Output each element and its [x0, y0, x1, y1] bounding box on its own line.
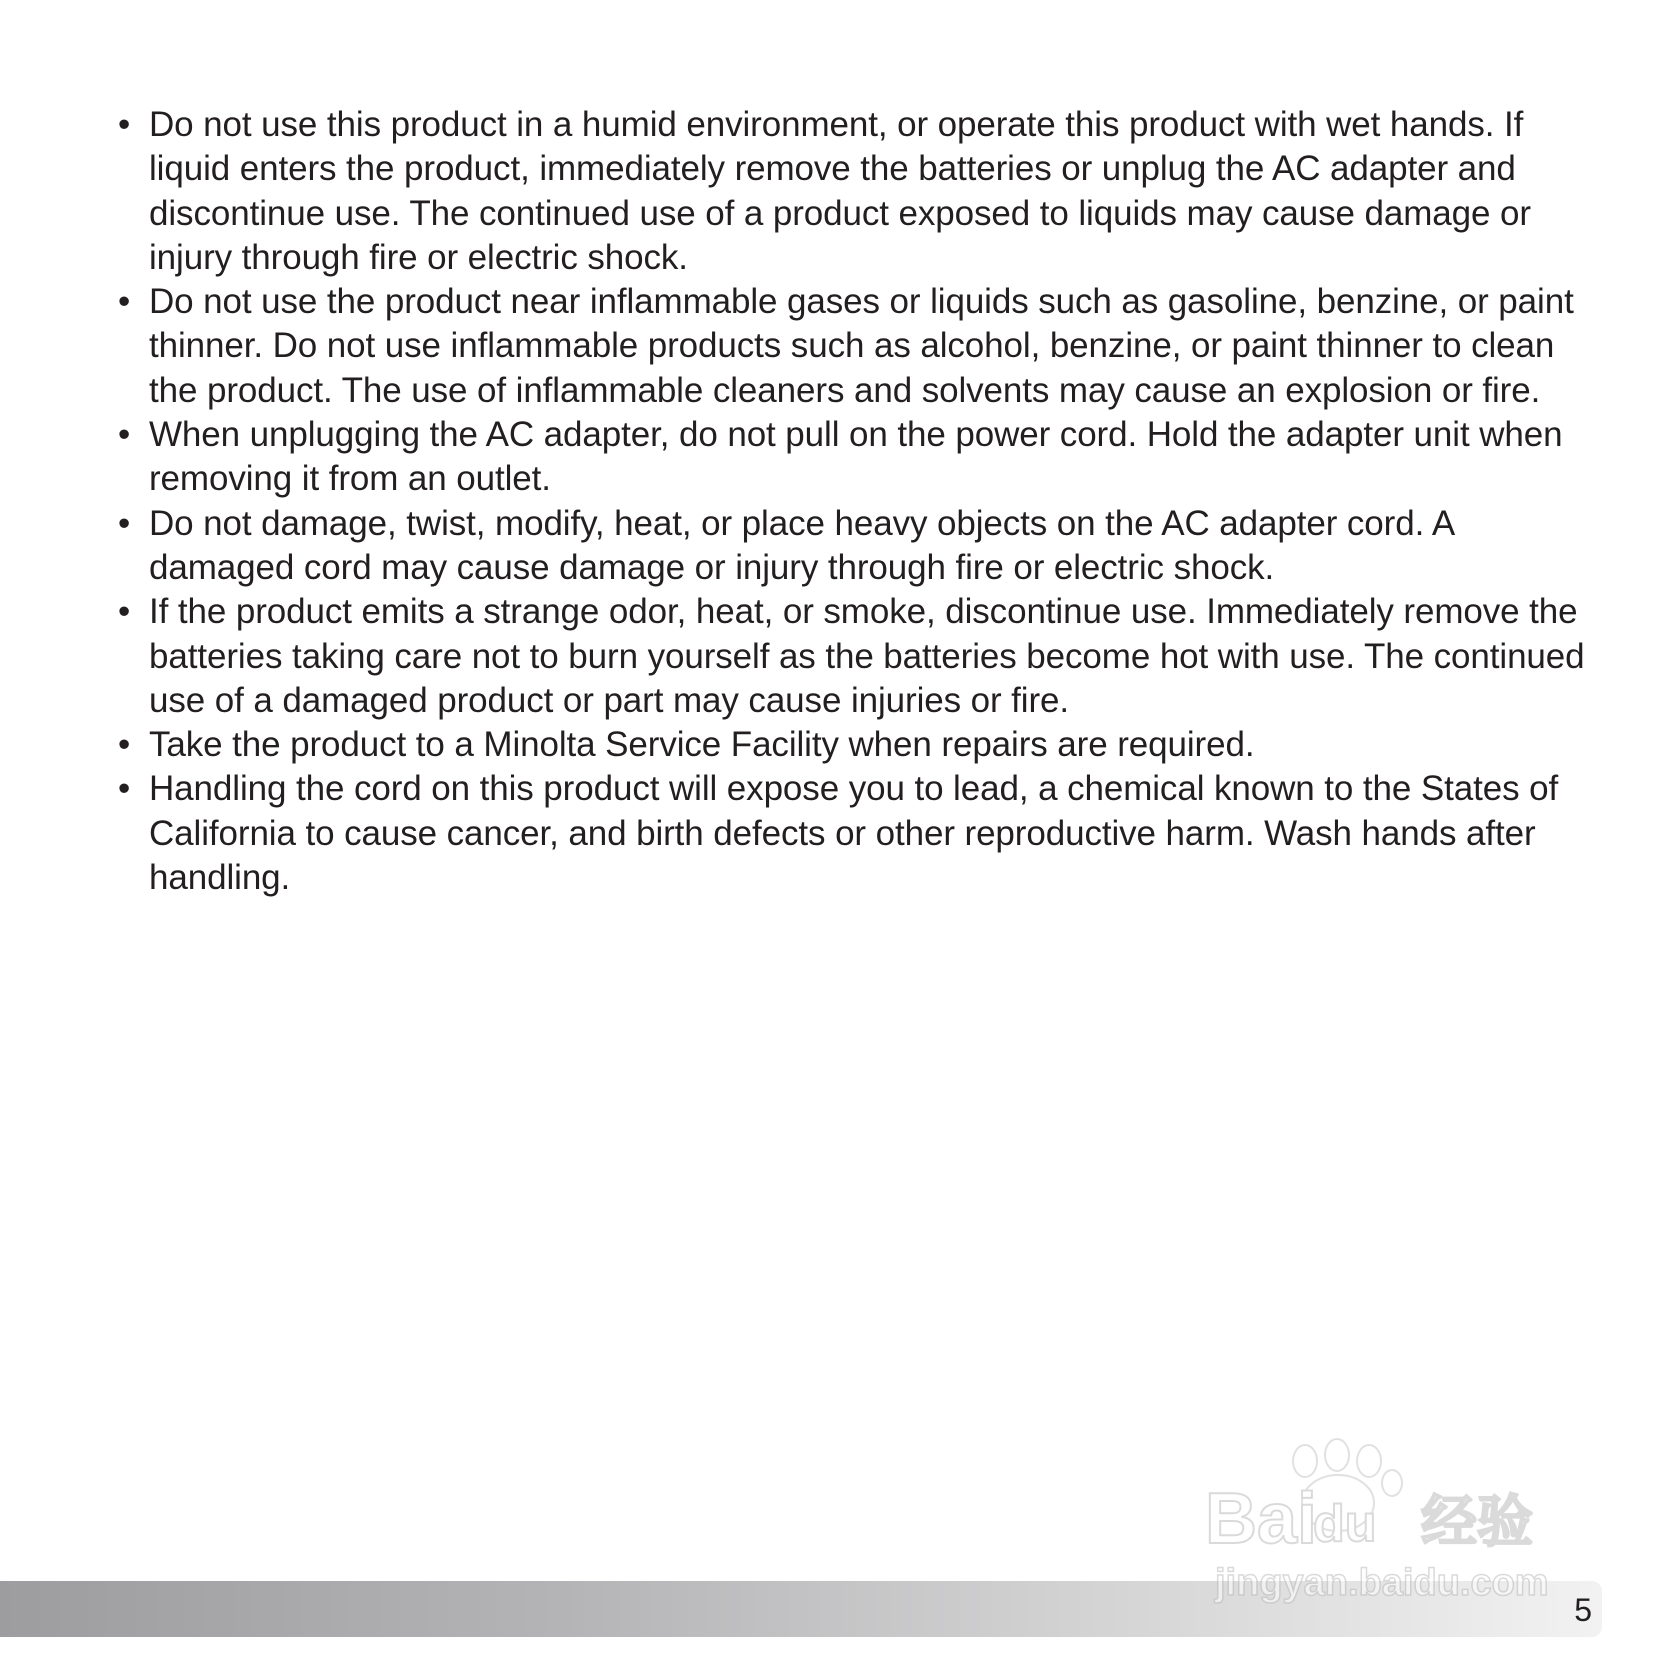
list-item	[118, 723, 1588, 767]
bullet-icon: •	[118, 105, 131, 144]
bullet-icon: •	[118, 503, 131, 543]
list-item-text: Do not use the product near inflammable gases or liquids such as gasoline, benzine, or paint thinner. Do not use inflammable products such as alcohol, benzine, or paint thinner to clean the product. The use of inflammable cleaners and solvents may cause an explosion or fire.	[149, 282, 1574, 410]
list-item-text: Take the product to a Minolta Service Facility when repairs are required.	[149, 725, 1255, 765]
watermark-brand-chinese: 经验	[1421, 1490, 1533, 1555]
list-item	[118, 413, 1588, 502]
list-item	[118, 280, 1588, 413]
list-item	[118, 103, 1588, 280]
bullet-icon: •	[118, 415, 131, 455]
bullet-icon: •	[118, 725, 131, 765]
watermark-brand-latin-2: du	[1313, 1495, 1377, 1553]
bullet-icon: •	[118, 769, 131, 809]
page-number: 5	[1574, 1592, 1592, 1628]
list-item	[118, 502, 1588, 591]
list-item	[118, 767, 1588, 900]
list-item-text: If the product emits a strange odor, heat, or smoke, discontinue use. Immediately remove the batteries taking care not to burn yourself as the batteries become hot with use. The continued use of a damaged product or part may cause injuries or fire.	[149, 592, 1585, 720]
list-item-text: Do not damage, twist, modify, heat, or place heavy objects on the AC adapter cord. A damaged cord may cause damage or injury through fire or electric shock.	[149, 503, 1454, 587]
watermark-brand-latin-1: Bai	[1205, 1479, 1318, 1559]
list-item-text: Handling the cord on this product will expose you to lead, a chemical known to the States of California to cause cancer, and birth defects or other reproductive harm. Wash hands after handling.	[149, 769, 1559, 898]
safety-notes	[118, 103, 1588, 900]
baidu-jingyan-watermark	[1185, 1425, 1605, 1605]
bullet-icon: •	[118, 282, 131, 322]
list-item-text: Do not use this product in a humid environment, or operate this product with wet hands. If liquid enters the product, immediately remove the batteries or unplug the AC adapter and discontinue use. The continued use of a product exposed to liquids may cause damage or injury through fire or electric shock.	[149, 105, 1531, 277]
safety-bullet-list	[118, 103, 1588, 900]
list-item	[118, 590, 1588, 723]
list-item-text: When unplugging the AC adapter, do not pull on the power cord. Hold the adapter unit when removing it from an outlet.	[149, 415, 1563, 499]
bullet-icon: •	[118, 592, 131, 632]
watermark-url: jingyan.baidu.com	[1215, 1562, 1549, 1604]
